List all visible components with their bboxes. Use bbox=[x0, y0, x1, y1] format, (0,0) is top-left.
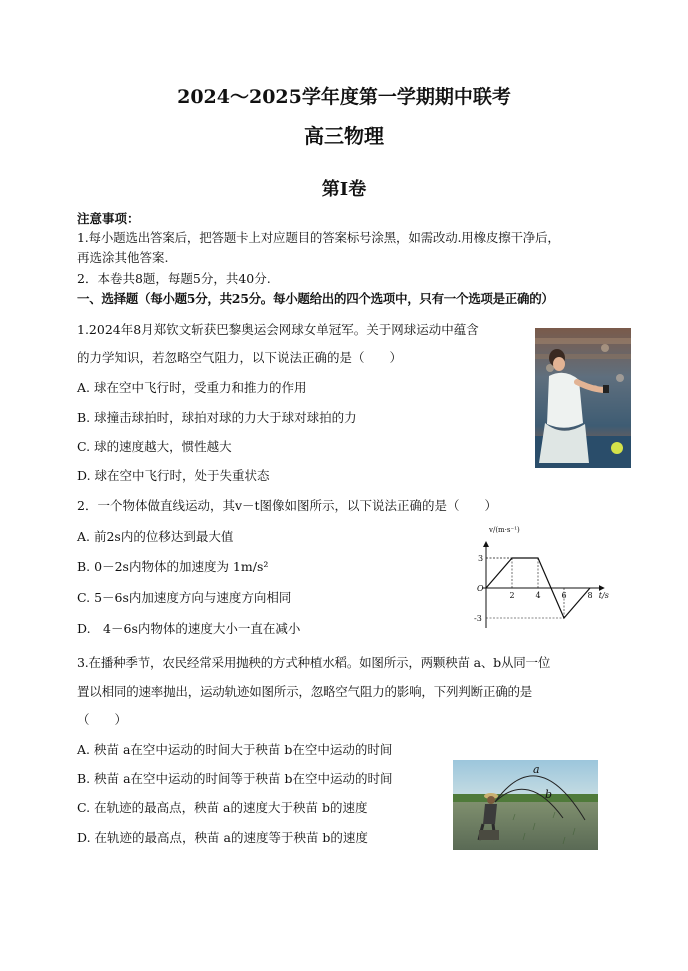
notice-heading: 注意事项： bbox=[77, 211, 140, 226]
vt-graph bbox=[466, 524, 616, 634]
volume-heading: 第Ⅰ卷 bbox=[321, 179, 367, 200]
notice-item-1-line-2: 再选涂其他答案. bbox=[77, 250, 169, 265]
x-tick-label: 6 bbox=[561, 591, 567, 600]
q1-stem-line-1: 1.2024年8月郑钦文斩获巴黎奥运会网球女单冠军。关于网球运动中蕴含 bbox=[77, 322, 479, 337]
q1-option-c: C. 球的速度越大，惯性越大 bbox=[77, 439, 232, 454]
origin-label: O bbox=[477, 584, 484, 593]
y-tick-label: -3 bbox=[474, 614, 482, 623]
q2-option-d: D. 4－6s内物体的速度大小一直在减小 bbox=[77, 621, 301, 636]
q1-stem-line-2: 的力学知识，若忽略空气阻力，以下说法正确的是（ ） bbox=[77, 350, 403, 365]
q2-stem: 2．一个物体做直线运动，其v－t图像如图所示，以下说法正确的是（ ） bbox=[77, 498, 498, 513]
q1-option-a: A. 球在空中飞行时，受重力和推力的作用 bbox=[77, 380, 307, 395]
trajectory-label-a: a bbox=[533, 763, 540, 776]
tennis-player-photo bbox=[535, 328, 631, 468]
trajectory-label-b: b bbox=[545, 788, 553, 801]
x-tick-label: 8 bbox=[587, 591, 593, 600]
q1-option-b: B. 球撞击球拍时，球拍对球的力大于球对球拍的力 bbox=[77, 410, 357, 425]
q3-stem-line-2: 置以相同的速率抛出，运动轨迹如图所示，忽略空气阻力的影响，下列判断正确的是 bbox=[77, 684, 533, 699]
notice-item-1-line-1: 1.每小题选出答案后，把答题卡上对应题目的答案标号涂黑，如需改动.用橡皮擦干净后， bbox=[77, 230, 560, 245]
y-tick-label: 3 bbox=[478, 554, 484, 563]
q2-option-c: C. 5－6s内加速度方向与速度方向相同 bbox=[77, 590, 292, 605]
notice-item-2: 2．本卷共8题，每题5分，共40分. bbox=[77, 271, 271, 286]
x-tick-label: 2 bbox=[509, 591, 515, 600]
exam-title: 2024～2025学年度第一学期期中联考 bbox=[177, 86, 511, 108]
exam-subject: 高三物理 bbox=[304, 124, 384, 148]
rice-planting-photo bbox=[453, 760, 598, 850]
q3-option-b: B. 秧苗 a在空中运动的时间等于秧苗 b在空中运动的时间 bbox=[77, 771, 393, 786]
q1-option-d: D. 球在空中飞行时，处于失重状态 bbox=[77, 468, 270, 483]
y-axis-label: v/(m·s⁻¹) bbox=[489, 526, 520, 534]
q3-stem-line-1: 3.在播种季节，农民经常采用抛秧的方式种植水稻。如图所示，两颗秧苗 a、b从同一位 bbox=[77, 655, 551, 670]
q3-option-a: A. 秧苗 a在空中运动的时间大于秧苗 b在空中运动的时间 bbox=[77, 742, 393, 757]
q2-option-a: A. 前2s内的位移达到最大值 bbox=[77, 529, 234, 544]
q3-option-d: D. 在轨迹的最高点，秧苗 a的速度等于秧苗 b的速度 bbox=[77, 830, 368, 845]
q3-option-c: C. 在轨迹的最高点，秧苗 a的速度大于秧苗 b的速度 bbox=[77, 800, 368, 815]
q3-stem-line-3: （ ） bbox=[77, 712, 128, 727]
x-tick-label: 4 bbox=[535, 591, 541, 600]
q2-option-b: B. 0－2s内物体的加速度为 1m/s² bbox=[77, 559, 269, 574]
section-1-heading: 一、选择题（每小题5分，共25分。每小题给出的四个选项中，只有一个选项是正确的） bbox=[77, 291, 554, 306]
x-axis-label: t/s bbox=[598, 591, 609, 600]
